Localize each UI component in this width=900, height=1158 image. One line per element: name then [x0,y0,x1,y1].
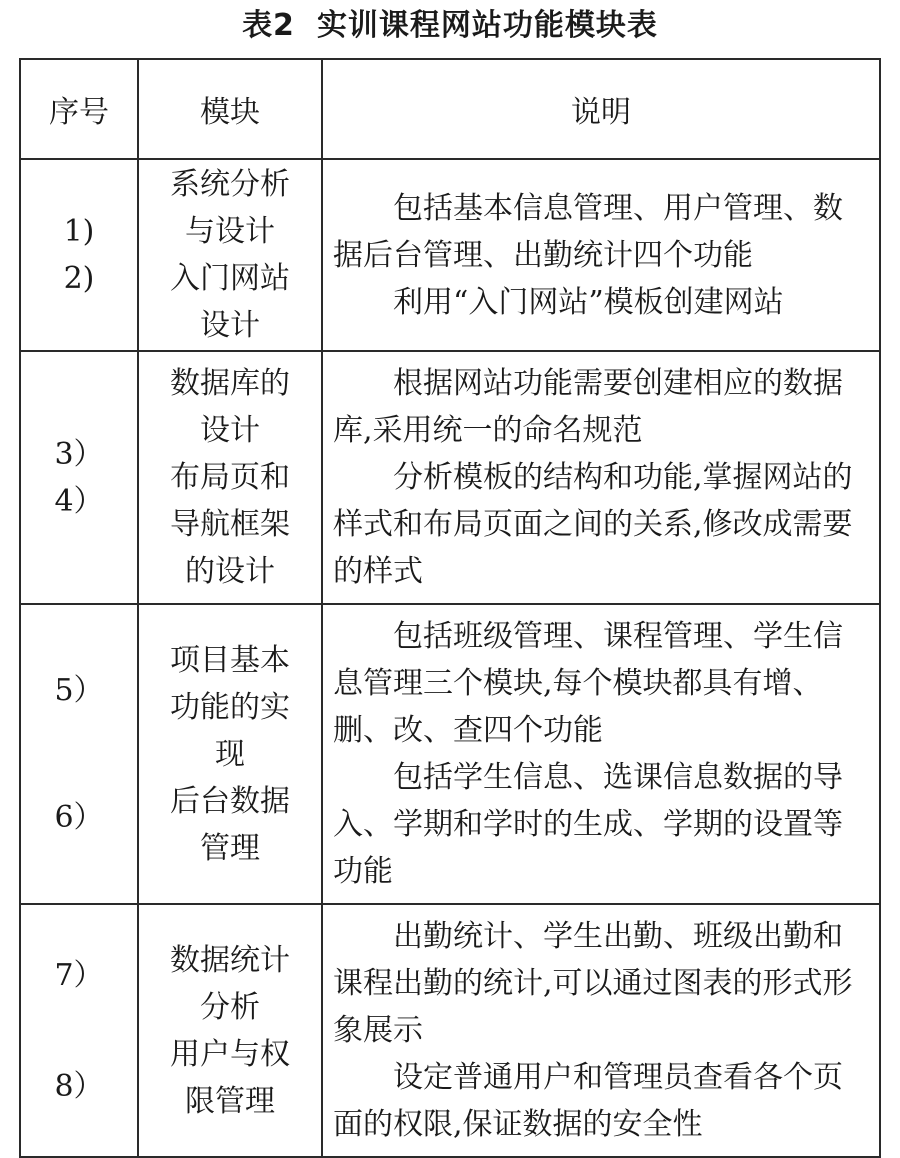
module-line: 功能的实 [170,689,290,725]
header-module: 模块 [138,59,322,159]
header-num: 序号 [20,59,138,159]
desc-paragraph: 设定普通用户和管理员查看各个页面的权限,保证数据的安全性 [333,1060,843,1142]
table-caption [0,4,900,48]
row-module [138,159,322,351]
row-number-gap [21,999,137,1063]
row-description [322,351,880,604]
row-module [138,351,322,604]
module-line: 分析 [200,989,260,1025]
module-line: 布局页和 [170,460,290,495]
desc-paragraph: 利用“入门网站”模板创建网站 [393,284,784,320]
table-number: 表2 [242,8,295,43]
row-number: 2) [63,261,95,296]
row-module [138,604,322,904]
row-number: 1) [63,214,95,249]
header-desc: 说明 [322,59,880,159]
row-number: 7） [54,957,104,993]
function-module-table [19,58,881,1158]
row-numbers [20,904,138,1157]
table-row [20,904,880,1157]
row-numbers [20,604,138,904]
row-number: 8） [54,1068,104,1104]
module-line: 设计 [200,308,260,343]
row-number: 6） [54,800,104,835]
module-line: 管理 [200,830,260,866]
row-number: 3） [54,436,104,472]
row-number: 4） [54,483,104,519]
module-line: 与设计 [185,214,275,249]
module-line: 限管理 [185,1083,275,1119]
row-description [322,904,880,1157]
module-line: 项目基本 [170,642,290,678]
row-number: 5） [54,673,104,708]
module-line: 系统分析 [170,167,290,202]
module-line: 用户与权 [170,1036,290,1072]
desc-paragraph: 根据网站功能需要创建相应的数据库,采用统一的命名规范 [333,366,843,448]
module-line: 设计 [200,413,260,448]
row-numbers [20,351,138,604]
desc-paragraph: 包括基本信息管理、用户管理、数据后台管理、出勤统计四个功能 [333,190,843,273]
module-line: 现 [215,736,245,772]
desc-paragraph: 分析模板的结构和功能,掌握网站的样式和布局页面之间的关系,修改成需要的样式 [333,460,853,589]
row-number-gap [21,714,137,794]
module-line: 导航框架 [170,507,290,542]
desc-paragraph: 包括班级管理、课程管理、学生信息管理三个模块,每个模块都具有增、删、改、查四个功能 [333,619,843,748]
module-line: 的设计 [185,554,275,589]
desc-paragraph: 出勤统计、学生出勤、班级出勤和课程出勤的统计,可以通过图表的形式形象展示 [333,919,853,1048]
header-row [20,59,880,159]
row-description [322,604,880,904]
desc-paragraph: 包括学生信息、选课信息数据的导入、学期和学时的生成、学期的设置等功能 [333,760,843,889]
row-description [322,159,880,351]
module-line: 数据库的 [170,366,290,401]
table-title: 实训课程网站功能模块表 [316,8,658,43]
table-row [20,351,880,604]
row-numbers [20,159,138,351]
module-line: 后台数据 [170,783,290,819]
table-row [20,159,880,351]
module-line: 数据统计 [170,942,290,978]
table-row [20,604,880,904]
row-module [138,904,322,1157]
module-line: 入门网站 [170,261,290,296]
